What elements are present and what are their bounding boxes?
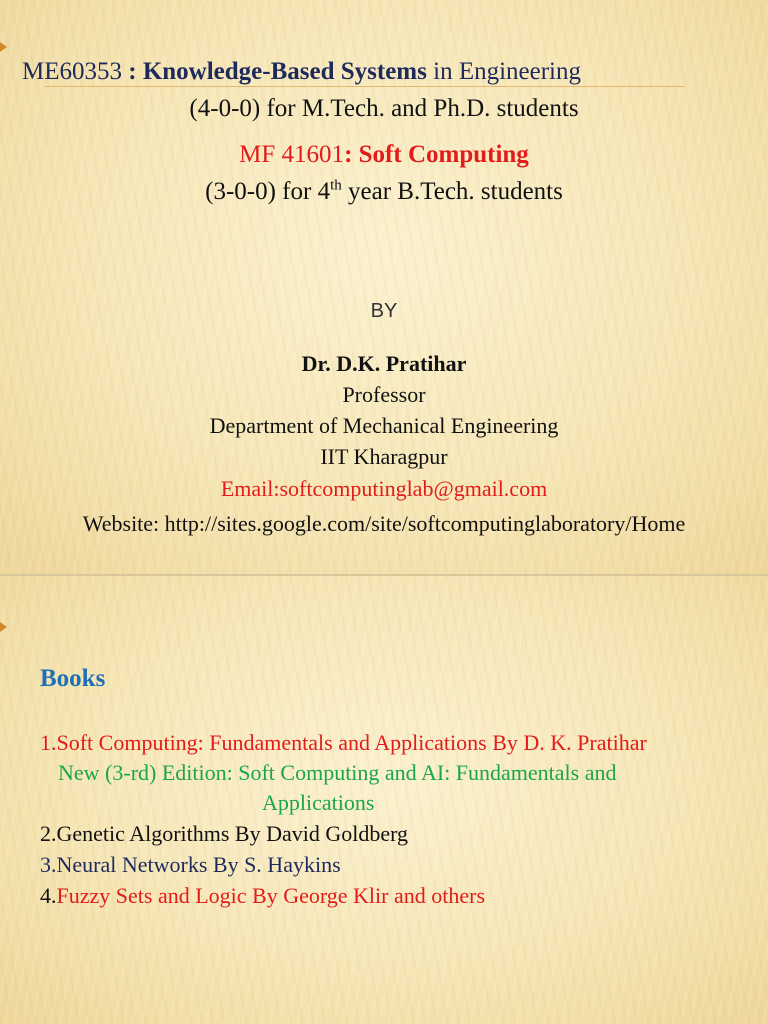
books-heading: Books bbox=[40, 665, 106, 692]
course2-subtitle-sup: th bbox=[330, 177, 342, 194]
course1-separator: : bbox=[122, 58, 143, 85]
author-name: Dr. D.K. Pratihar bbox=[301, 351, 467, 376]
book-4-prefix: 4. bbox=[40, 883, 57, 908]
author-department: Department of Mechanical Engineering bbox=[209, 413, 559, 438]
course1-title bbox=[22, 58, 581, 86]
course1-title-bold: Knowledge-Based Systems bbox=[142, 58, 427, 85]
author-position: Professor bbox=[342, 382, 426, 407]
title-underline-rule bbox=[44, 86, 684, 87]
book-4-text: Fuzzy Sets and Logic By George Klir and others bbox=[56, 883, 486, 908]
course2-separator: : bbox=[344, 141, 359, 168]
course2-code: MF 41601 bbox=[239, 141, 345, 168]
author-website[interactable]: Website: http://sites.google.com/site/softcomputinglaboratory/Home bbox=[82, 511, 686, 536]
author-institute: IIT Kharagpur bbox=[320, 444, 448, 469]
course2-subtitle-pre: (3-0-0) for 4 bbox=[205, 178, 331, 205]
book-3: 3.Neural Networks By S. Haykins bbox=[40, 852, 341, 877]
book-1-note-line1: New (3-rd) Edition: Soft Computing and AI: Fundamentals and bbox=[58, 760, 617, 785]
books-slide bbox=[0, 576, 768, 1024]
slide-corner-marker bbox=[0, 622, 7, 632]
course1-title-rest: in Engineering bbox=[426, 58, 582, 85]
book-1-note-line2: Applications bbox=[262, 790, 375, 815]
book-2: 2.Genetic Algorithms By David Goldberg bbox=[40, 821, 409, 846]
slide-corner-marker bbox=[0, 42, 7, 52]
course1-subtitle: (4-0-0) for M.Tech. and Ph.D. students bbox=[189, 95, 579, 122]
course1-code: ME60353 bbox=[22, 58, 122, 85]
course2-title-bold: Soft Computing bbox=[358, 141, 529, 168]
course2-subtitle-post: year B.Tech. students bbox=[341, 178, 563, 205]
course2-subtitle bbox=[0, 178, 768, 206]
book-1: 1.Soft Computing: Fundamentals and Applications By D. K. Pratihar bbox=[40, 730, 647, 755]
author-email[interactable]: Email:softcomputinglab@gmail.com bbox=[220, 476, 548, 501]
course2-title bbox=[0, 141, 768, 169]
book-4 bbox=[40, 883, 485, 909]
by-label: BY bbox=[370, 300, 398, 322]
